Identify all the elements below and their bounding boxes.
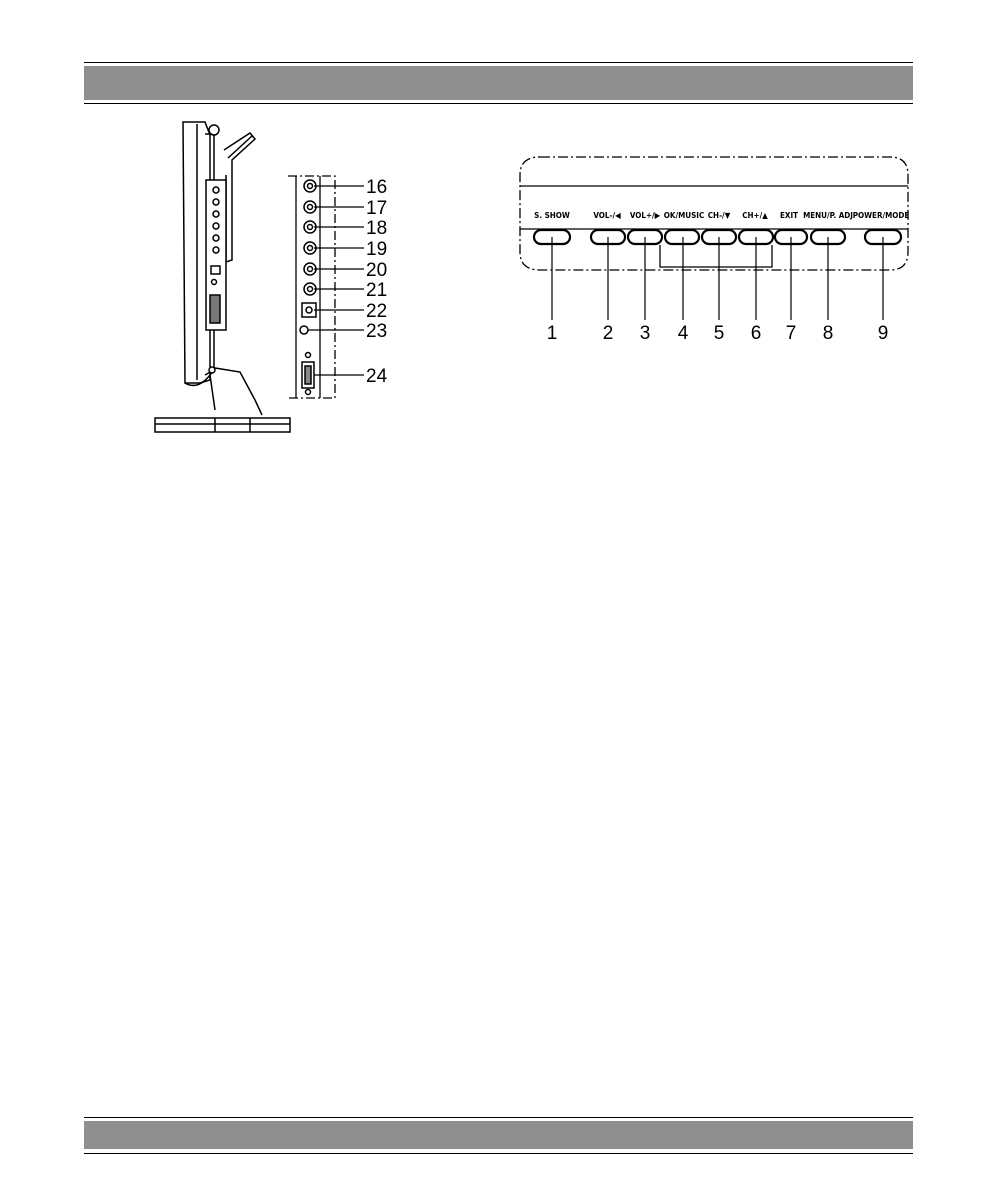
callout-4: 4 <box>677 323 689 344</box>
label-ch-up: CH+/▲ <box>742 211 768 220</box>
connector-detail-panel <box>288 176 335 398</box>
label-vol-down: VOL-/◀ <box>593 211 621 220</box>
tv-side-view <box>155 122 290 432</box>
button-leader-lines <box>552 237 883 320</box>
callout-23: 23 <box>366 321 388 342</box>
callout-22: 22 <box>366 301 388 322</box>
callout-19: 19 <box>366 239 388 260</box>
connector-callouts <box>366 177 388 387</box>
callout-7: 7 <box>785 323 797 344</box>
button-ok-music[interactable] <box>665 230 699 244</box>
label-vol-up: VOL+/▶ <box>629 211 661 220</box>
callout-3: 3 <box>639 323 651 344</box>
callout-21: 21 <box>366 280 388 301</box>
callout-1: 1 <box>546 323 558 344</box>
front-buttons <box>534 230 901 244</box>
callout-9: 9 <box>877 323 889 344</box>
callout-24: 24 <box>366 366 388 387</box>
callout-16: 16 <box>366 177 388 198</box>
label-ok-music: OK/MUSIC <box>663 211 705 220</box>
label-power-mode: POWER/MODE <box>852 211 910 220</box>
label-menu-p-adj: MENU/P. ADJ <box>803 211 853 220</box>
callout-20: 20 <box>366 260 388 281</box>
callout-8: 8 <box>822 323 834 344</box>
callout-2: 2 <box>602 323 614 344</box>
callout-5: 5 <box>713 323 725 344</box>
label-exit: EXIT <box>779 211 799 220</box>
callout-18: 18 <box>366 218 388 239</box>
button-labels <box>534 211 909 220</box>
callout-17: 17 <box>366 198 388 219</box>
label-s-show: S. SHOW <box>534 211 570 220</box>
connector-leader-lines <box>308 186 364 375</box>
callout-6: 6 <box>750 323 762 344</box>
button-number-callouts <box>547 323 889 344</box>
label-ch-down: CH-/▼ <box>707 211 731 220</box>
